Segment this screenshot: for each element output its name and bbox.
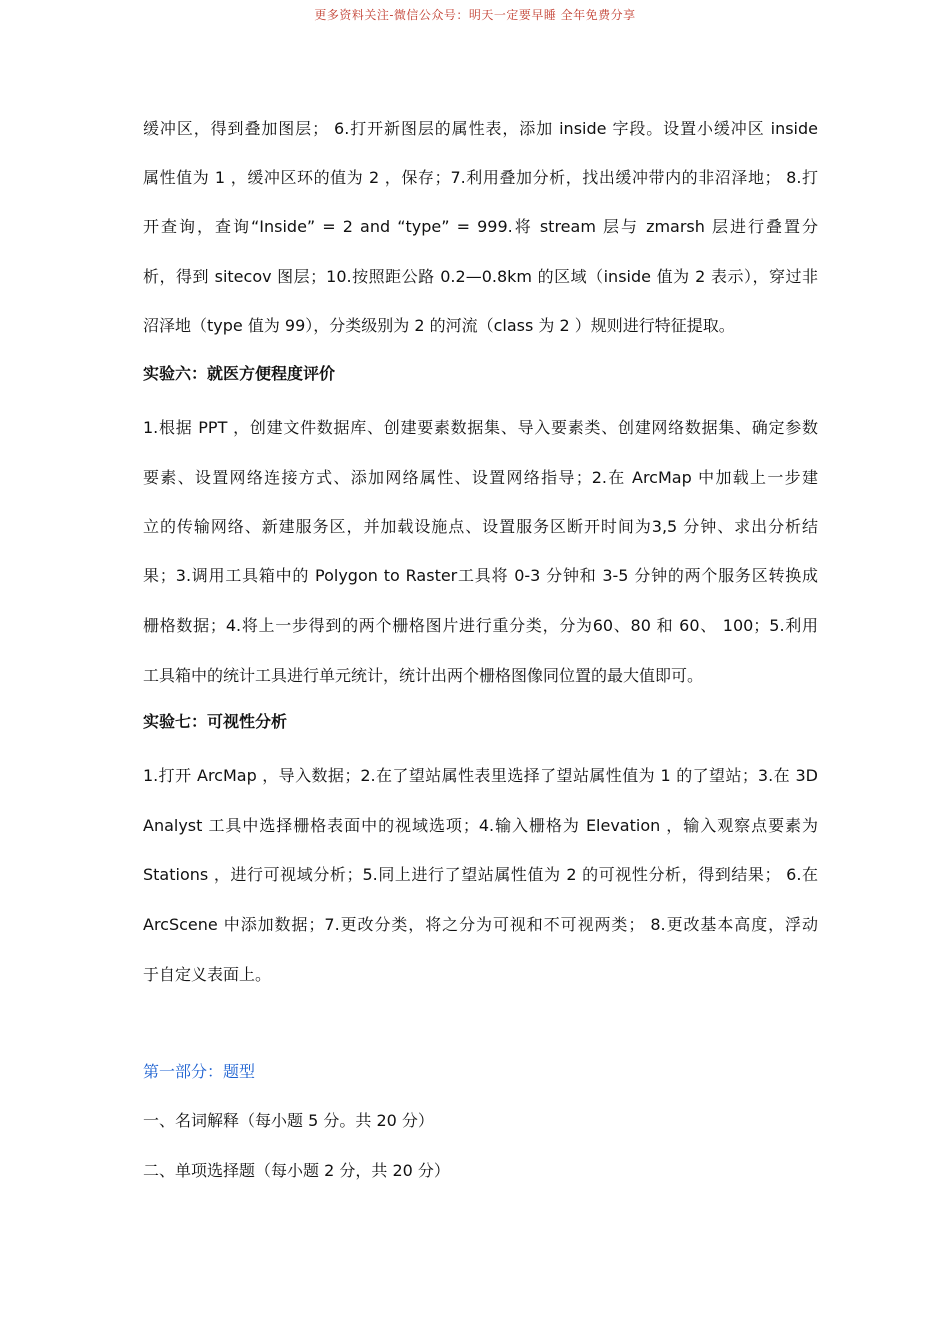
paragraph-line: 缓冲区，得到叠加图层； 6.打开新图层的属性表，添加 inside 字段。设置小缓冲区 inside: [143, 119, 818, 138]
paragraph-line: Analyst 工具中选择栅格表面中的视域选项；4.输入栅格为 Elevation ，输入观察点要素为: [143, 816, 818, 835]
paragraph-line: Stations ，进行可视域分析；5.同上进行了望站属性值为 2 的可视性分析，得到结果； 6.在: [143, 865, 818, 884]
header-banner: 更多资料关注-微信公众号：明天一定要早睡 全年免费分享: [314, 8, 636, 22]
paragraph-line: 立的传输网络、新建服务区，并加载设施点、设置服务区断开时间为3,5 分钟、求出分析结: [143, 517, 818, 536]
paragraph-line: 属性值为 1 ，缓冲区环的值为 2 ，保存；7.利用叠加分析，找出缓冲带内的非沼泽地； 8.打: [143, 168, 818, 187]
paragraph-line: 果；3.调用工具箱中的 Polygon to Raster工具将 0-3 分钟和 3-5 分钟的两个服务区转换成: [143, 566, 818, 585]
paragraph-line: 栅格数据；4.将上一步得到的两个栅格图片进行重分类，分为60、80 和 60、 100；5.利用: [143, 616, 818, 635]
paragraph-line: 要素、设置网络连接方式、添加网络属性、设置网络指导；2.在 ArcMap 中加载上一步建: [143, 468, 818, 487]
experiment6-heading: 实验六：就医方便程度评价: [143, 364, 336, 383]
paragraph-line: 开查询，查询“Inside” = 2 and “type” = 999.将 stream 层与 zmarsh 层进行叠置分: [143, 217, 818, 236]
paragraph-line: 沼泽地（type 值为 99），分类级别为 2 的河流（class 为 2 ）规则进行特征提取。: [143, 316, 735, 335]
paragraph-line: ArcScene 中添加数据；7.更改分类，将之分为可视和不可视两类； 8.更改基本高度，浮动: [143, 915, 818, 934]
paragraph-line: 1.打开 ArcMap ，导入数据；2.在了望站属性表里选择了望站属性值为 1 的了望站；3.在 3D: [143, 766, 818, 785]
question-type-item: 一、名词解释（每小题 5 分。共 20 分）: [143, 1111, 434, 1130]
question-type-item: 二、单项选择题（每小题 2 分，共 20 分）: [143, 1161, 450, 1180]
paragraph-line: 析，得到 sitecov 图层；10.按照距公路 0.2—0.8km 的区域（inside 值为 2 表示），穿过非: [143, 267, 818, 286]
paragraph-line: 于自定义表面上。: [143, 965, 272, 984]
experiment7-heading: 实验七：可视性分析: [143, 712, 288, 731]
part1-heading: 第一部分：题型: [143, 1062, 256, 1081]
paragraph-line: 1.根据 PPT ，创建文件数据库、创建要素数据集、导入要素类、创建网络数据集、确定参数: [143, 418, 818, 437]
paragraph-line: 工具箱中的统计工具进行单元统计，统计出两个栅格图像同位置的最大值即可。: [143, 666, 704, 685]
